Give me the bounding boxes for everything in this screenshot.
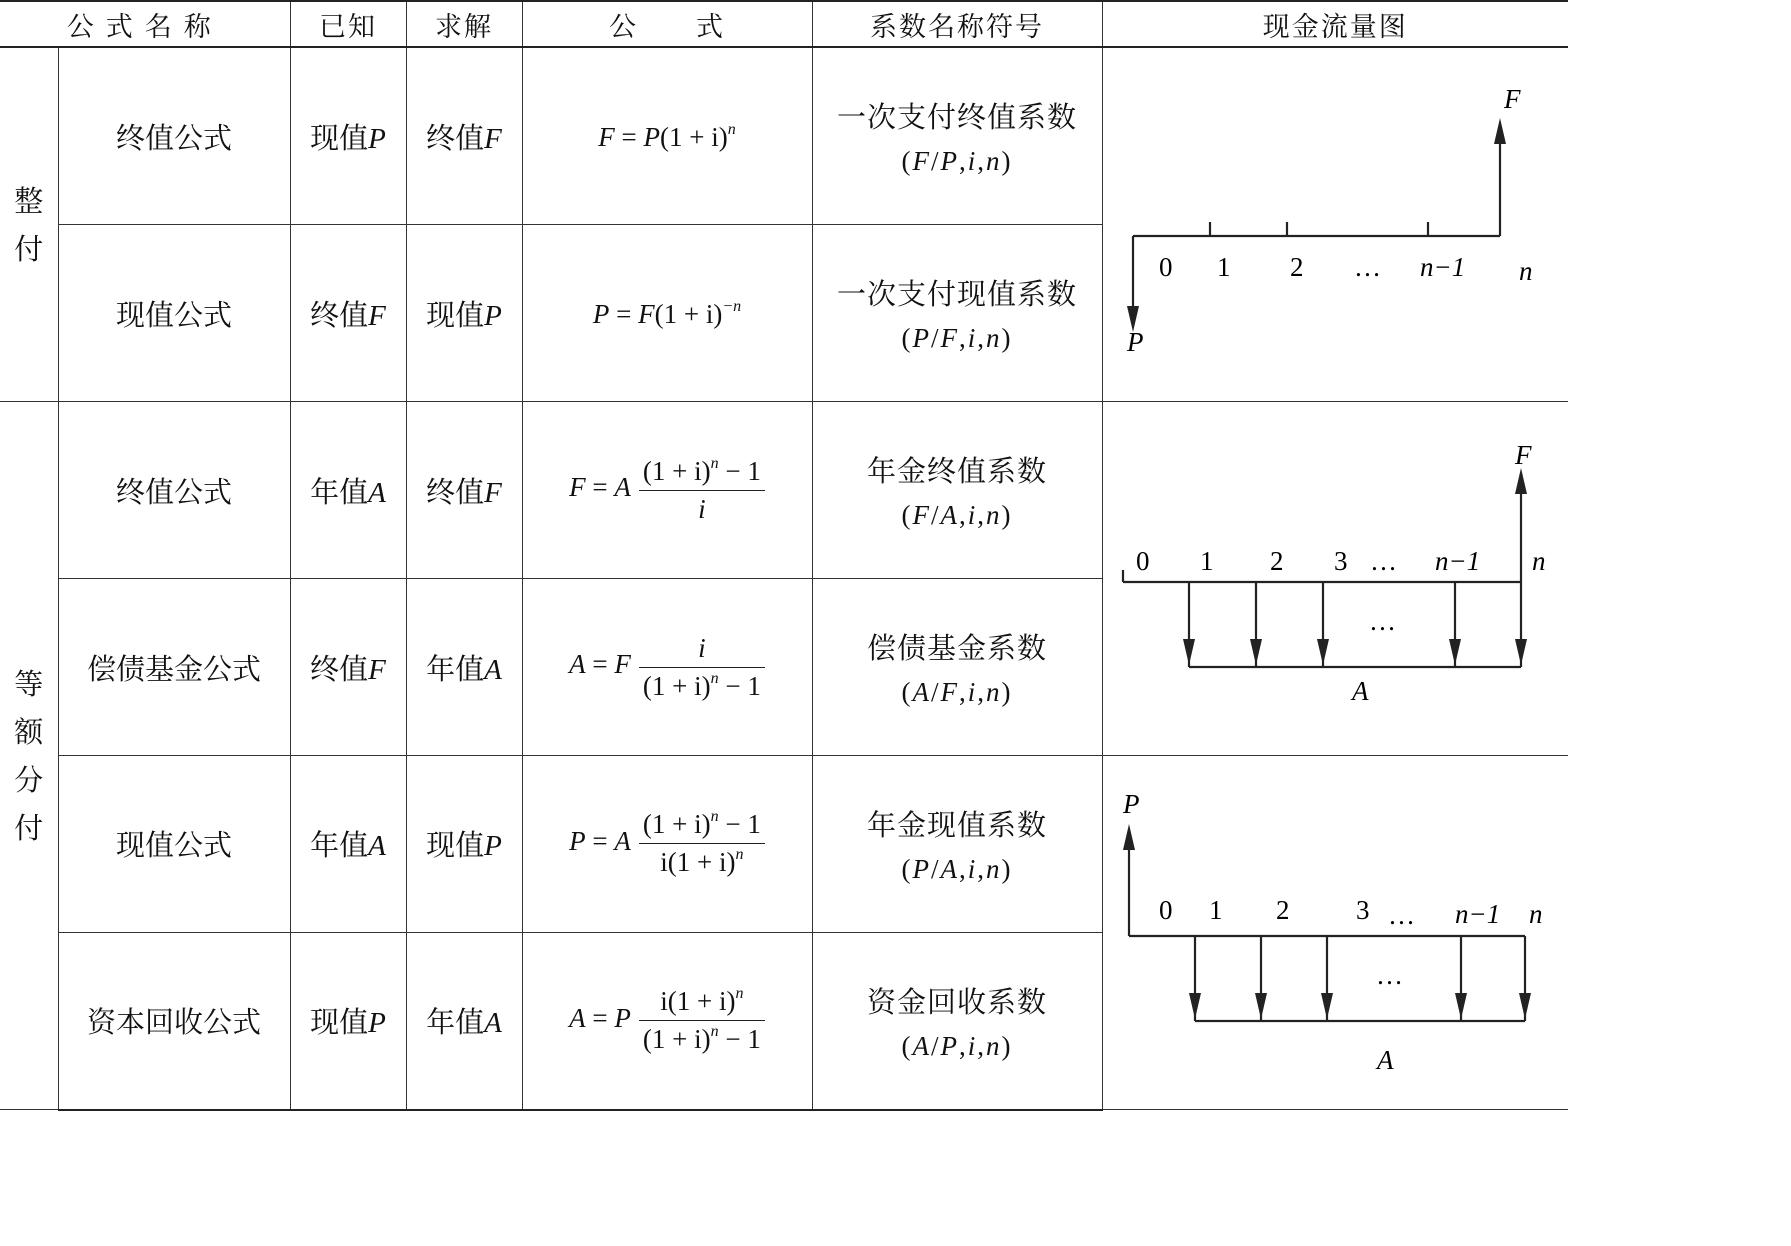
table-row	[0, 402, 1568, 579]
formula: A = P $\frac{i(1 + i)^n}{(1 + i)^n - 1}$	[522, 932, 812, 1109]
cash-flow-diagram-3	[1103, 756, 1569, 1102]
solve-value: 现值P	[406, 225, 522, 402]
period-label: n	[1531, 546, 1545, 576]
formula-name: 现值公式	[58, 756, 290, 933]
period-label: 3	[1355, 895, 1369, 925]
cash-flow-diagram-annuity-future	[1102, 402, 1568, 756]
period-label: n	[1518, 256, 1532, 286]
period-label: …	[1369, 546, 1397, 576]
period-label: 1	[1216, 252, 1230, 282]
period-label: n−1	[1434, 546, 1480, 576]
period-label: n−1	[1419, 252, 1465, 282]
header-formula: 公 式	[522, 1, 812, 47]
period-label: …	[1387, 900, 1415, 930]
period-label: 1	[1199, 546, 1213, 576]
formula-name: 现值公式	[58, 225, 290, 402]
period-label: 2	[1275, 895, 1289, 925]
known-value: 现值P	[290, 47, 406, 225]
ellipsis: …	[1368, 606, 1396, 636]
formula: $F = P(1 + i)^n$	[522, 47, 812, 225]
formula-name: 终值公式	[58, 402, 290, 579]
formula-name: 偿债基金公式	[58, 579, 290, 756]
coefficient: 一次支付终值系数 (F/P,i,n)	[812, 47, 1102, 225]
coefficient: 偿债基金系数 (A/F,i,n)	[812, 579, 1102, 756]
known-value: 年值A	[290, 756, 406, 933]
cash-flow-diagram-1	[1103, 48, 1569, 394]
coefficient: 资金回收系数 (A/P,i,n)	[812, 932, 1102, 1109]
header-row	[0, 1, 1568, 47]
period-label: 0	[1135, 546, 1149, 576]
annuity-label: A	[1351, 676, 1368, 706]
formula: P = A $\frac{(1 + i)^n - 1}{i(1 + i)^n}$	[522, 756, 812, 933]
period-label: 3	[1333, 546, 1347, 576]
formula-name: 终值公式	[58, 47, 290, 225]
header-solve: 求解	[406, 1, 522, 47]
present-value-label: P	[1122, 789, 1139, 819]
present-value-label: P	[1126, 327, 1143, 357]
table-row	[0, 47, 1568, 225]
group-single-payment: 整 付	[0, 47, 58, 402]
solve-value: 年值A	[406, 579, 522, 756]
header-known: 已知	[290, 1, 406, 47]
period-label: 0	[1158, 252, 1172, 282]
cash-flow-diagram-annuity-present	[1102, 756, 1568, 1110]
solve-value: 终值F	[406, 402, 522, 579]
formula: A = F $\frac{i}{(1 + i)^n - 1}$	[522, 579, 812, 756]
period-label: 2	[1269, 546, 1283, 576]
table-row	[0, 756, 1568, 933]
period-label: …	[1353, 252, 1381, 282]
formula-name: 资本回收公式	[58, 932, 290, 1109]
known-value: 现值P	[290, 932, 406, 1109]
future-value-label: F	[1514, 440, 1531, 470]
coefficient: 年金终值系数 (F/A,i,n)	[812, 402, 1102, 579]
period-label: 0	[1158, 895, 1172, 925]
period-label: 1	[1208, 895, 1222, 925]
header-coefficient: 系数名称符号	[812, 1, 1102, 47]
header-cash-flow-diagram: 现金流量图	[1102, 1, 1568, 47]
group-equal-payment: 等 额 分 付	[0, 402, 58, 1110]
solve-value: 现值P	[406, 756, 522, 933]
solve-value: 年值A	[406, 932, 522, 1109]
cash-flow-diagram-single	[1102, 47, 1568, 402]
known-value: 年值A	[290, 402, 406, 579]
formula: F = A $\frac{(1 + i)^n - 1}{i}$	[522, 402, 812, 579]
period-label: 2	[1289, 252, 1303, 282]
period-label: n−1	[1454, 899, 1500, 929]
cash-flow-diagram-2	[1103, 402, 1569, 748]
formula: $P = F(1 + i)^{-n}$	[522, 225, 812, 402]
known-value: 终值F	[290, 579, 406, 756]
header-formula-name: 公式名称	[0, 1, 290, 47]
annuity-label: A	[1376, 1045, 1393, 1075]
solve-value: 终值F	[406, 47, 522, 225]
coefficient: 一次支付现值系数 (P/F,i,n)	[812, 225, 1102, 402]
known-value: 终值F	[290, 225, 406, 402]
ellipsis: …	[1375, 960, 1403, 990]
future-value-label: F	[1503, 84, 1520, 114]
coefficient: 年金现值系数 (P/A,i,n)	[812, 756, 1102, 933]
period-label: n	[1528, 899, 1542, 929]
